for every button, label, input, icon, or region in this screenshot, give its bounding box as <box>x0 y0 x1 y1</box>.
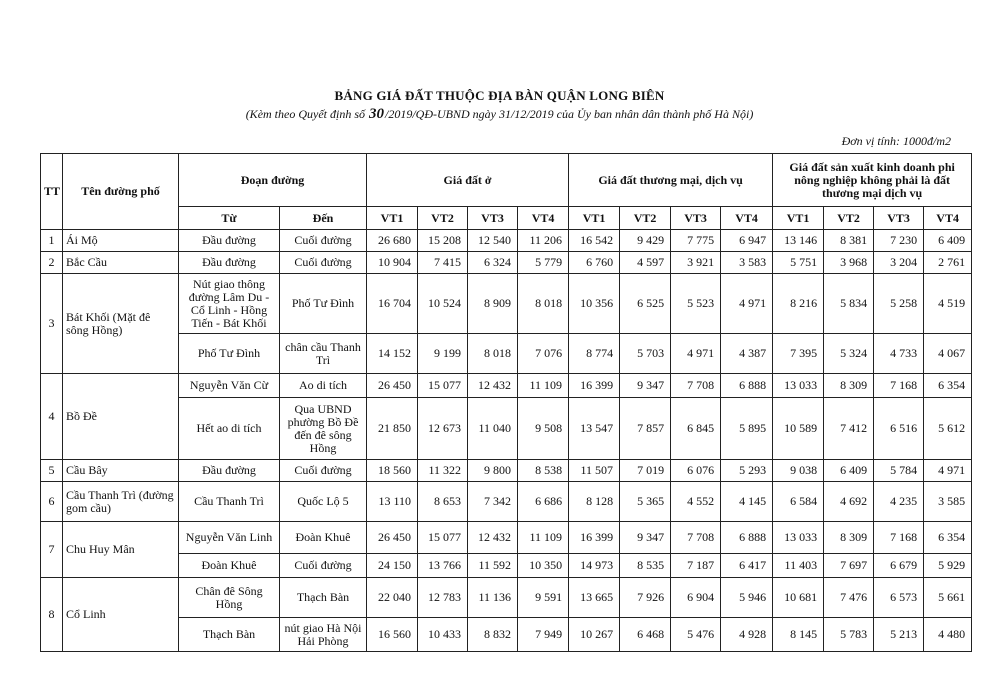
row-number: 6 <box>41 482 63 522</box>
price-cell: 24 150 <box>367 554 418 578</box>
price-cell: 26 450 <box>367 374 418 398</box>
segment-to: Cuối đường <box>280 460 367 482</box>
price-cell: 10 356 <box>569 274 620 334</box>
price-cell: 5 365 <box>620 482 671 522</box>
price-cell: 8 909 <box>468 274 518 334</box>
price-cell: 9 199 <box>418 334 468 374</box>
table-row <box>41 252 972 274</box>
page-title: BẢNG GIÁ ĐẤT THUỘC ĐỊA BÀN QUẬN LONG BIÊN <box>334 88 665 103</box>
price-cell: 11 322 <box>418 460 468 482</box>
segment-from: Cầu Thanh Trì <box>179 482 280 522</box>
price-cell: 12 783 <box>418 578 468 618</box>
price-cell: 11 403 <box>773 554 824 578</box>
price-cell: 15 208 <box>418 230 468 252</box>
price-cell: 5 523 <box>671 274 721 334</box>
price-cell: 10 524 <box>418 274 468 334</box>
price-cell: 4 971 <box>671 334 721 374</box>
price-cell: 11 136 <box>468 578 518 618</box>
price-cell: 11 109 <box>518 374 569 398</box>
price-cell: 8 309 <box>824 522 874 554</box>
segment-to: Ao di tích <box>280 374 367 398</box>
table-row <box>41 274 972 334</box>
segment-from: Đầu đường <box>179 252 280 274</box>
price-cell: 3 583 <box>721 252 773 274</box>
subtitle-prefix: (Kèm theo Quyết định số <box>245 107 365 121</box>
price-cell: 5 784 <box>874 460 924 482</box>
price-cell: 8 832 <box>468 618 518 652</box>
price-cell: 13 110 <box>367 482 418 522</box>
price-cell: 6 324 <box>468 252 518 274</box>
header-segment: Đoạn đường <box>179 154 367 207</box>
table-row <box>41 460 972 482</box>
price-cell: 7 168 <box>874 522 924 554</box>
segment-to: Cuối đường <box>280 230 367 252</box>
street-name: Chu Huy Mân <box>63 522 179 578</box>
price-cell: 7 412 <box>824 398 874 460</box>
price-cell: 4 480 <box>924 618 972 652</box>
price-cell: 13 146 <box>773 230 824 252</box>
price-cell: 10 350 <box>518 554 569 578</box>
price-cell: 6 888 <box>721 522 773 554</box>
header-vt: VT4 <box>518 207 569 230</box>
price-cell: 3 204 <box>874 252 924 274</box>
price-cell: 4 552 <box>671 482 721 522</box>
price-cell: 4 597 <box>620 252 671 274</box>
price-cell: 8 128 <box>569 482 620 522</box>
segment-to: Cuối đường <box>280 554 367 578</box>
header-vt: VT4 <box>924 207 972 230</box>
price-cell: 2 761 <box>924 252 972 274</box>
table-row <box>41 522 972 554</box>
segment-from: Đoàn Khuê <box>179 554 280 578</box>
price-cell: 8 309 <box>824 374 874 398</box>
price-cell: 5 779 <box>518 252 569 274</box>
price-cell: 9 347 <box>620 522 671 554</box>
table-row <box>41 618 972 652</box>
price-cell: 5 929 <box>924 554 972 578</box>
price-cell: 4 067 <box>924 334 972 374</box>
segment-from: Đầu đường <box>179 230 280 252</box>
price-cell: 4 387 <box>721 334 773 374</box>
price-cell: 15 077 <box>418 522 468 554</box>
header-to: Đến <box>280 207 367 230</box>
segment-to: Thạch Bàn <box>280 578 367 618</box>
price-cell: 16 399 <box>569 374 620 398</box>
price-cell: 9 038 <box>773 460 824 482</box>
segment-from: Nguyễn Văn Cừ <box>179 374 280 398</box>
price-cell: 7 857 <box>620 398 671 460</box>
price-cell: 8 653 <box>418 482 468 522</box>
price-cell: 12 432 <box>468 522 518 554</box>
header-vt: VT4 <box>721 207 773 230</box>
price-cell: 6 584 <box>773 482 824 522</box>
header-vt: VT3 <box>671 207 721 230</box>
price-cell: 5 612 <box>924 398 972 460</box>
price-cell: 6 760 <box>569 252 620 274</box>
price-cell: 5 293 <box>721 460 773 482</box>
price-cell: 11 206 <box>518 230 569 252</box>
decision-number: 30 <box>369 106 384 122</box>
table-row <box>41 398 972 460</box>
price-cell: 7 187 <box>671 554 721 578</box>
table-row <box>41 578 972 618</box>
segment-from: Nút giao thông đường Lâm Du - Cổ Linh - Hồng Tiến - Bát Khối <box>179 274 280 334</box>
price-cell: 8 538 <box>518 460 569 482</box>
header-vt: VT1 <box>367 207 418 230</box>
price-cell: 26 680 <box>367 230 418 252</box>
segment-from: Hết ao di tích <box>179 398 280 460</box>
price-cell: 3 921 <box>671 252 721 274</box>
street-name: Ái Mộ <box>63 230 179 252</box>
price-cell: 7 949 <box>518 618 569 652</box>
price-cell: 4 145 <box>721 482 773 522</box>
price-cell: 7 076 <box>518 334 569 374</box>
price-cell: 7 708 <box>671 374 721 398</box>
price-cell: 6 409 <box>924 230 972 252</box>
price-cell: 6 888 <box>721 374 773 398</box>
header-vt: VT3 <box>468 207 518 230</box>
price-cell: 3 968 <box>824 252 874 274</box>
price-cell: 5 751 <box>773 252 824 274</box>
price-cell: 4 971 <box>721 274 773 334</box>
segment-to: Phố Tư Đình <box>280 274 367 334</box>
page-subtitle <box>0 106 999 123</box>
price-cell: 6 525 <box>620 274 671 334</box>
header-street: Tên đường phố <box>63 154 179 230</box>
table-row <box>41 230 972 252</box>
price-cell: 13 033 <box>773 522 824 554</box>
row-number: 7 <box>41 522 63 578</box>
street-name: Bát Khối (Mặt đê sông Hồng) <box>63 274 179 374</box>
street-name: Cổ Linh <box>63 578 179 652</box>
price-cell: 11 109 <box>518 522 569 554</box>
segment-from: Nguyễn Văn Linh <box>179 522 280 554</box>
price-cell: 4 928 <box>721 618 773 652</box>
price-cell: 5 703 <box>620 334 671 374</box>
price-cell: 18 560 <box>367 460 418 482</box>
price-cell: 6 409 <box>824 460 874 482</box>
segment-from: Chân đê Sông Hồng <box>179 578 280 618</box>
price-cell: 7 476 <box>824 578 874 618</box>
price-cell: 11 507 <box>569 460 620 482</box>
price-cell: 8 216 <box>773 274 824 334</box>
price-cell: 5 476 <box>671 618 721 652</box>
segment-to: Đoàn Khuê <box>280 522 367 554</box>
price-cell: 9 508 <box>518 398 569 460</box>
header-tt: TT <box>41 154 63 230</box>
row-number: 3 <box>41 274 63 374</box>
price-cell: 10 904 <box>367 252 418 274</box>
header-vt: VT1 <box>773 207 824 230</box>
price-cell: 7 230 <box>874 230 924 252</box>
price-cell: 7 708 <box>671 522 721 554</box>
price-cell: 14 152 <box>367 334 418 374</box>
price-cell: 22 040 <box>367 578 418 618</box>
header-vt: VT3 <box>874 207 924 230</box>
segment-to: Qua UBND phường Bồ Đề đến đê sông Hồng <box>280 398 367 460</box>
price-cell: 4 692 <box>824 482 874 522</box>
row-number: 1 <box>41 230 63 252</box>
price-cell: 10 681 <box>773 578 824 618</box>
price-cell: 15 077 <box>418 374 468 398</box>
price-cell: 11 040 <box>468 398 518 460</box>
segment-to: nút giao Hà Nội Hải Phòng <box>280 618 367 652</box>
header-residential: Giá đất ở <box>367 154 569 207</box>
price-cell: 13 547 <box>569 398 620 460</box>
street-name: Cầu Thanh Trì (đường gom cầu) <box>63 482 179 522</box>
price-cell: 8 381 <box>824 230 874 252</box>
price-cell: 16 399 <box>569 522 620 554</box>
segment-from: Phố Tư Đình <box>179 334 280 374</box>
price-cell: 6 845 <box>671 398 721 460</box>
price-cell: 26 450 <box>367 522 418 554</box>
price-cell: 4 971 <box>924 460 972 482</box>
street-name: Bắc Cầu <box>63 252 179 274</box>
row-number: 4 <box>41 374 63 460</box>
price-cell: 14 973 <box>569 554 620 578</box>
price-cell: 7 415 <box>418 252 468 274</box>
price-cell: 4 519 <box>924 274 972 334</box>
header-from: Từ <box>179 207 280 230</box>
price-cell: 6 686 <box>518 482 569 522</box>
price-cell: 9 591 <box>518 578 569 618</box>
price-cell: 3 585 <box>924 482 972 522</box>
price-cell: 7 019 <box>620 460 671 482</box>
price-cell: 6 354 <box>924 522 972 554</box>
row-number: 8 <box>41 578 63 652</box>
price-cell: 12 673 <box>418 398 468 460</box>
unit-label: Đơn vị tính: 1000đ/m2 <box>841 134 951 148</box>
table-row <box>41 482 972 522</box>
subtitle-suffix: /2019/QĐ-UBND ngày 31/12/2019 của Ủy ban nhân dân thành phố Hà Nội) <box>385 107 754 121</box>
price-cell: 5 834 <box>824 274 874 334</box>
price-cell: 12 432 <box>468 374 518 398</box>
price-cell: 6 516 <box>874 398 924 460</box>
row-number: 2 <box>41 252 63 274</box>
price-cell: 11 592 <box>468 554 518 578</box>
price-cell: 5 213 <box>874 618 924 652</box>
price-cell: 8 145 <box>773 618 824 652</box>
price-cell: 6 679 <box>874 554 924 578</box>
price-cell: 6 573 <box>874 578 924 618</box>
table-row <box>41 334 972 374</box>
price-cell: 7 775 <box>671 230 721 252</box>
price-cell: 9 429 <box>620 230 671 252</box>
price-cell: 21 850 <box>367 398 418 460</box>
price-cell: 6 354 <box>924 374 972 398</box>
price-cell: 7 168 <box>874 374 924 398</box>
price-cell: 16 704 <box>367 274 418 334</box>
price-cell: 6 947 <box>721 230 773 252</box>
table-row <box>41 554 972 578</box>
price-cell: 9 347 <box>620 374 671 398</box>
price-cell: 5 324 <box>824 334 874 374</box>
price-cell: 7 395 <box>773 334 824 374</box>
price-cell: 5 783 <box>824 618 874 652</box>
price-cell: 4 235 <box>874 482 924 522</box>
header-commercial: Giá đất thương mại, dịch vụ <box>569 154 773 207</box>
row-number: 5 <box>41 460 63 482</box>
header-vt: VT2 <box>418 207 468 230</box>
segment-to: Quốc Lộ 5 <box>280 482 367 522</box>
price-cell: 8 018 <box>468 334 518 374</box>
price-cell: 6 904 <box>671 578 721 618</box>
price-cell: 6 417 <box>721 554 773 578</box>
price-cell: 12 540 <box>468 230 518 252</box>
price-cell: 10 589 <box>773 398 824 460</box>
price-cell: 9 800 <box>468 460 518 482</box>
header-vt: VT2 <box>824 207 874 230</box>
price-cell: 5 661 <box>924 578 972 618</box>
price-cell: 7 342 <box>468 482 518 522</box>
table-row <box>41 374 972 398</box>
header-nonagricultural: Giá đất sản xuất kinh doanh phi nông nghiệp không phải là đất thương mại dịch vụ <box>773 154 972 207</box>
price-cell: 6 076 <box>671 460 721 482</box>
price-cell: 13 766 <box>418 554 468 578</box>
price-cell: 5 946 <box>721 578 773 618</box>
header-vt: VT1 <box>569 207 620 230</box>
price-cell: 8 018 <box>518 274 569 334</box>
price-cell: 8 535 <box>620 554 671 578</box>
segment-to: Cuối đường <box>280 252 367 274</box>
segment-from: Đầu đường <box>179 460 280 482</box>
price-cell: 4 733 <box>874 334 924 374</box>
price-cell: 16 542 <box>569 230 620 252</box>
table-body <box>41 230 972 652</box>
segment-from: Thạch Bàn <box>179 618 280 652</box>
price-cell: 16 560 <box>367 618 418 652</box>
street-name: Cầu Bây <box>63 460 179 482</box>
segment-to: chân cầu Thanh Trì <box>280 334 367 374</box>
price-cell: 13 665 <box>569 578 620 618</box>
land-price-table <box>40 153 972 652</box>
price-cell: 10 433 <box>418 618 468 652</box>
price-cell: 13 033 <box>773 374 824 398</box>
price-cell: 5 895 <box>721 398 773 460</box>
header-vt: VT2 <box>620 207 671 230</box>
street-name: Bồ Đề <box>63 374 179 460</box>
price-cell: 7 697 <box>824 554 874 578</box>
price-cell: 7 926 <box>620 578 671 618</box>
price-cell: 5 258 <box>874 274 924 334</box>
price-cell: 8 774 <box>569 334 620 374</box>
price-cell: 10 267 <box>569 618 620 652</box>
price-cell: 6 468 <box>620 618 671 652</box>
